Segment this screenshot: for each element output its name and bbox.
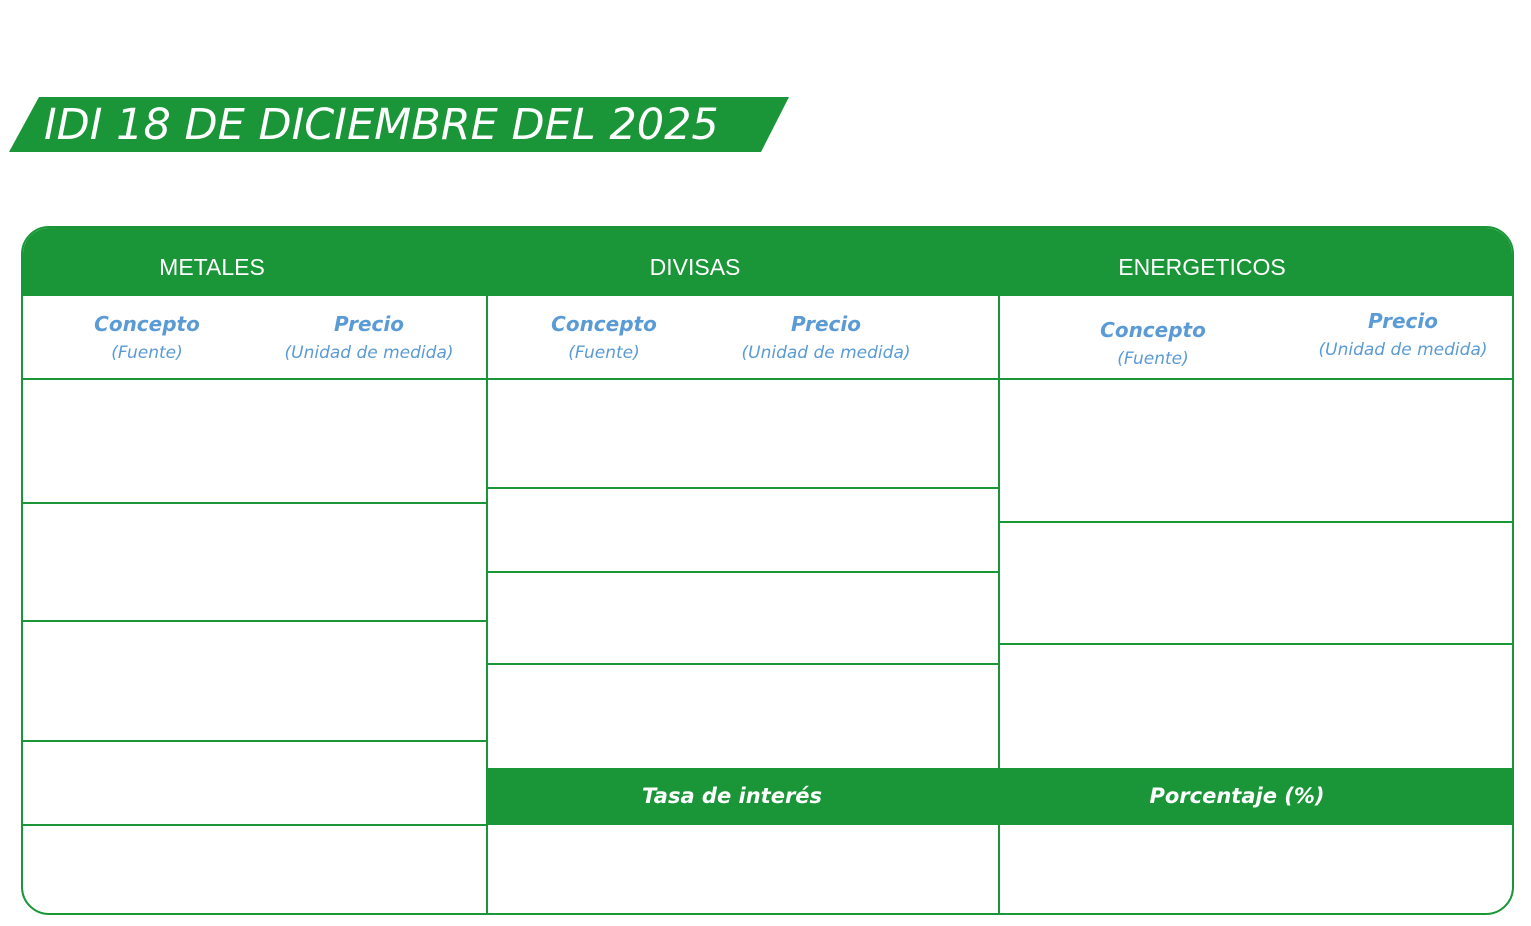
page-title: IDI 18 DE DICIEMBRE DEL 2025 xyxy=(44,100,719,150)
market-table xyxy=(21,226,1514,915)
interest-rate-label: Tasa de interés xyxy=(641,784,823,808)
metales-price-sub: (Unidad de medida) xyxy=(284,343,454,363)
metales-price-label: Precio xyxy=(334,312,404,336)
divisas-price-sub: (Unidad de medida) xyxy=(741,343,911,363)
divisas-row-divider xyxy=(488,571,998,573)
metales-row-divider xyxy=(23,620,486,622)
energeticos-price-header xyxy=(1318,307,1487,365)
metales-price-header xyxy=(284,310,453,368)
metales-row-divider xyxy=(23,502,486,504)
divisas-concept-header xyxy=(551,310,657,368)
energeticos-concept-header xyxy=(1100,316,1206,374)
section-title-divisas: DIVISAS xyxy=(649,254,741,280)
metales-row-divider xyxy=(23,824,486,826)
energeticos-row-divider xyxy=(1000,521,1514,523)
energeticos-concept-label: Concepto xyxy=(1100,318,1206,342)
section-title-metales: METALES xyxy=(159,254,265,280)
divisas-row-divider xyxy=(488,487,998,489)
metales-concept-sub: (Fuente) xyxy=(111,343,183,363)
divisas-row-divider xyxy=(488,663,998,665)
interest-percent-label: Porcentaje (%) xyxy=(1149,784,1325,808)
column-header-underline xyxy=(23,378,1514,380)
divisas-price-label: Precio xyxy=(791,312,861,336)
metales-concept-label: Concepto xyxy=(94,312,200,336)
energeticos-price-label: Precio xyxy=(1368,309,1438,333)
divisas-concept-sub: (Fuente) xyxy=(568,343,640,363)
metales-concept-header xyxy=(94,310,200,368)
metales-row-divider xyxy=(23,740,486,742)
divisas-concept-label: Concepto xyxy=(551,312,657,336)
energeticos-row-divider xyxy=(1000,643,1514,645)
energeticos-price-sub: (Unidad de medida) xyxy=(1318,340,1488,360)
divisas-price-header xyxy=(741,310,910,368)
energeticos-concept-sub: (Fuente) xyxy=(1117,349,1189,369)
section-title-energeticos: ENERGETICOS xyxy=(1118,254,1286,280)
